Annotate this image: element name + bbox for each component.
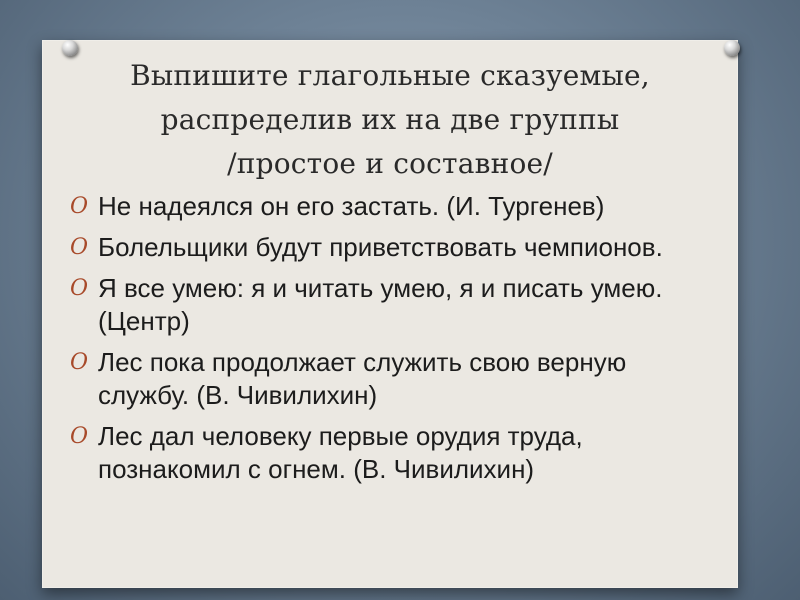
bullet-marker-icon: O [70, 424, 89, 449]
bullet-marker-icon: O [70, 235, 89, 260]
slide-title [42, 54, 738, 186]
slide-title-line: /простое и составное/ [227, 147, 553, 180]
list-item [70, 272, 720, 338]
list-item-text: Болельщики будут приветствовать чемпионов. [98, 232, 663, 262]
bullet-marker-icon: O [70, 350, 89, 375]
list-item-text: Лес пока продолжает служить свою верную службу. (В. Чивилихин) [98, 347, 627, 410]
list-item-text: Не надеялся он его застать. (И. Тургенев) [98, 191, 605, 221]
bullet-marker-icon: O [70, 276, 89, 301]
bullet-marker-icon: O [70, 194, 89, 219]
slide-title-line: распределив их на две группы [160, 103, 620, 136]
list-item-text: Лес дал человеку первые орудия труда, познакомил с огнем. (В. Чивилихин) [98, 421, 583, 484]
list-item [70, 420, 720, 486]
sentence-list [70, 190, 720, 494]
list-item [70, 190, 720, 223]
list-item [70, 346, 720, 412]
list-item-text: Я все умею: я и читать умею, я и писать умею. (Центр) [98, 273, 663, 336]
list-item [70, 231, 720, 264]
slide-title-line: Выпишите глагольные сказуемые, [130, 59, 650, 92]
